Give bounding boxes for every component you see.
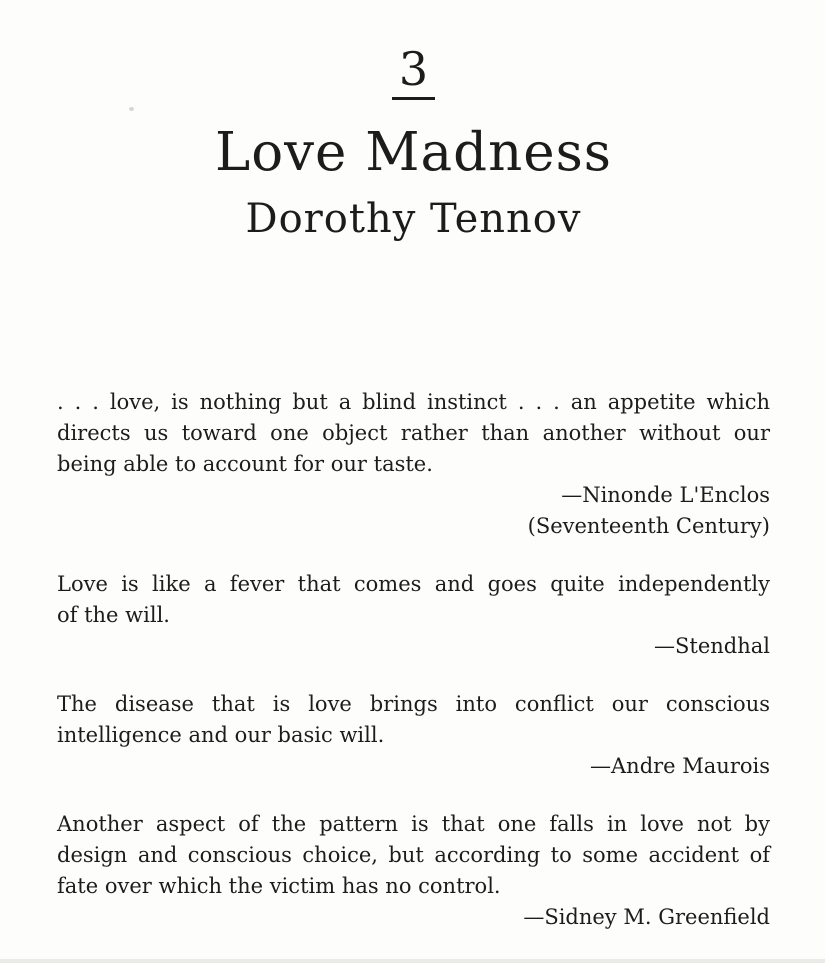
epigraph-text-line: directs us toward one object rather than another without our bbox=[57, 420, 770, 445]
epigraph-section bbox=[57, 387, 770, 933]
epigraph-text-line: of the will. bbox=[57, 602, 170, 627]
chapter-number: 3 bbox=[392, 44, 435, 100]
chapter-number-container bbox=[57, 0, 770, 100]
epigraph-text-line: Another aspect of the pattern is that one falls in love not by bbox=[57, 811, 770, 836]
epigraph-text-line: design and conscious choice, but according to some accident of bbox=[57, 842, 770, 867]
epigraph-attribution: —Sidney M. Greenfield bbox=[523, 904, 770, 929]
epigraph-attribution-note: (Seventeenth Century) bbox=[527, 513, 770, 538]
epigraph-stendhal bbox=[57, 569, 770, 662]
epigraph-greenfield bbox=[57, 809, 770, 933]
epigraph-attribution: —Andre Maurois bbox=[590, 753, 770, 778]
epigraph-lenclos bbox=[57, 387, 770, 542]
scan-speck-artifact bbox=[129, 107, 134, 111]
scan-edge-artifact bbox=[0, 959, 825, 963]
chapter-author: Dorothy Tennov bbox=[245, 195, 582, 242]
epigraph-text-line: The disease that is love brings into conflict our conscious bbox=[57, 691, 770, 716]
epigraph-text-line: fate over which the victim has no control. bbox=[57, 873, 501, 898]
epigraph-text-line: Love is like a fever that comes and goes quite independently bbox=[57, 571, 770, 596]
epigraph-text-line: being able to account for our taste. bbox=[57, 451, 433, 476]
epigraph-attribution: —Ninonde L'Enclos bbox=[561, 482, 770, 507]
epigraph-text-line: intelligence and our basic will. bbox=[57, 722, 385, 747]
epigraph-text-line: . . . love, is nothing but a blind instinct . . . an appetite which bbox=[57, 389, 770, 414]
epigraph-maurois bbox=[57, 689, 770, 782]
epigraph-attribution: —Stendhal bbox=[654, 633, 770, 658]
chapter-title: Love Madness bbox=[215, 121, 612, 183]
